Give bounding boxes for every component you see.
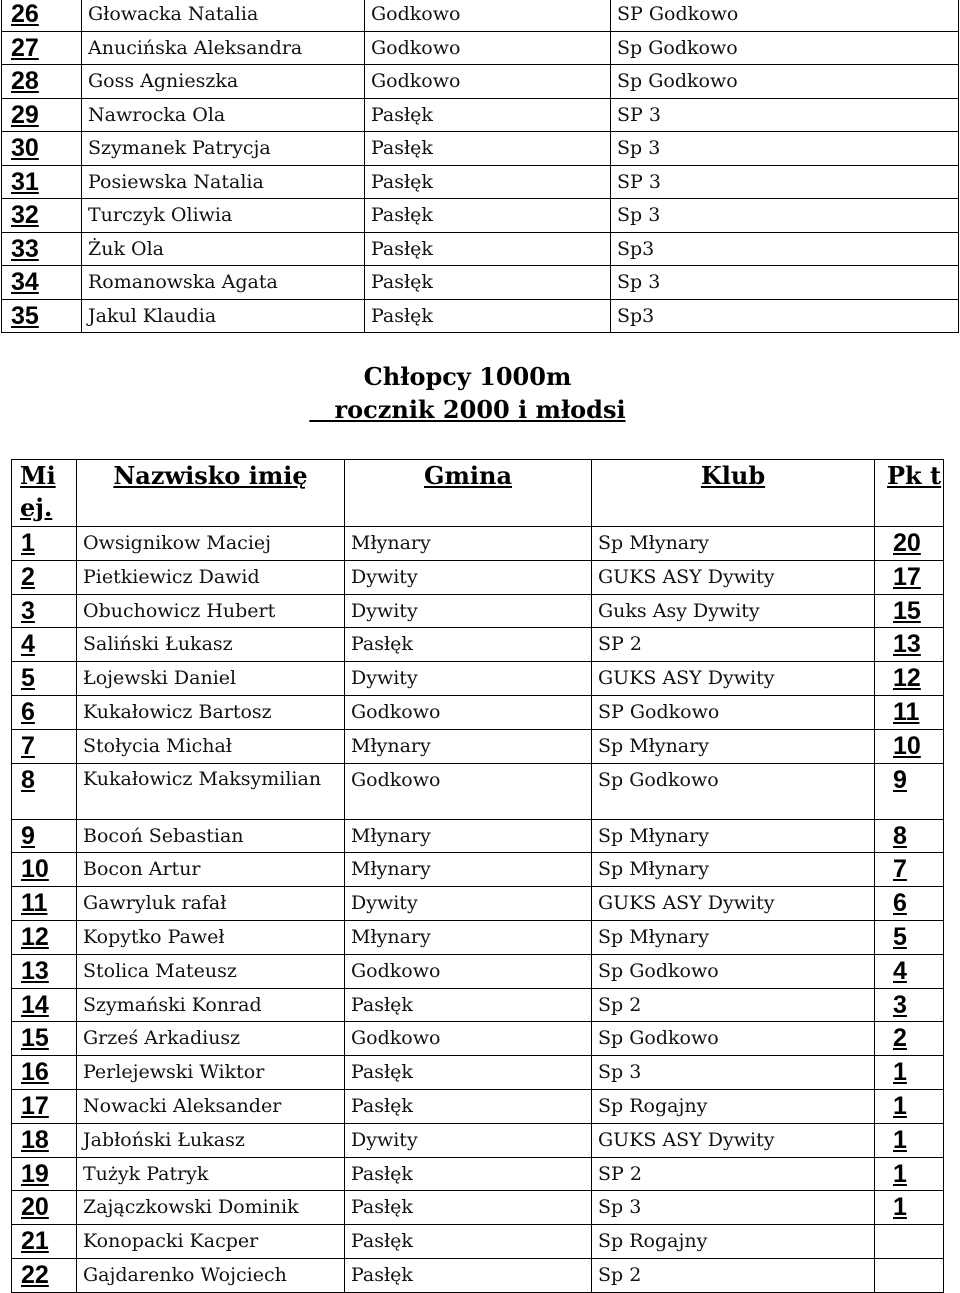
table-header-row xyxy=(12,460,944,527)
gmina-cell: Pasłęk xyxy=(365,199,611,233)
gmina-cell: Godkowo xyxy=(345,954,592,988)
place-cell: 28 xyxy=(2,65,82,99)
table-row xyxy=(2,199,959,233)
name-cell: Jakul Klaudia xyxy=(82,299,365,333)
klub-cell: GUKS ASY Dywity xyxy=(592,560,875,594)
table-row xyxy=(12,853,944,887)
place-cell: 16 xyxy=(12,1056,77,1090)
place-cell: 9 xyxy=(12,819,77,853)
gmina-cell: Pasłęk xyxy=(345,1056,592,1090)
place-cell: 18 xyxy=(12,1123,77,1157)
table-row xyxy=(12,1157,944,1191)
klub-cell: Sp Godkowo xyxy=(592,763,875,819)
gmina-cell: Godkowo xyxy=(365,31,611,65)
name-cell: Kukałowicz Maksymilian xyxy=(77,763,345,819)
points-cell: 3 xyxy=(875,988,944,1022)
place-cell: 20 xyxy=(12,1191,77,1225)
points-cell: 4 xyxy=(875,954,944,988)
gmina-cell: Godkowo xyxy=(345,1022,592,1056)
table-row xyxy=(12,662,944,696)
gmina-cell: Dywity xyxy=(345,662,592,696)
table-row xyxy=(2,165,959,199)
klub-cell: Sp Godkowo xyxy=(611,65,959,99)
gmina-cell: Młynary xyxy=(345,853,592,887)
table-row xyxy=(2,299,959,333)
gmina-cell: Młynary xyxy=(345,819,592,853)
place-cell: 30 xyxy=(2,132,82,166)
name-cell: Tużyk Patryk xyxy=(77,1157,345,1191)
points-cell: 15 xyxy=(875,594,944,628)
place-cell: 32 xyxy=(2,199,82,233)
name-cell: Owsignikow Maciej xyxy=(77,527,345,561)
name-cell: Głowacka Natalia xyxy=(82,0,365,31)
place-cell: 3 xyxy=(12,594,77,628)
klub-cell: Sp Młynary xyxy=(592,920,875,954)
gmina-cell: Pasłęk xyxy=(345,1157,592,1191)
name-cell: Szymański Konrad xyxy=(77,988,345,1022)
table-row xyxy=(12,887,944,921)
gmina-cell: Dywity xyxy=(345,560,592,594)
place-cell: 33 xyxy=(2,232,82,266)
table-row xyxy=(12,988,944,1022)
points-cell: 5 xyxy=(875,920,944,954)
gmina-cell: Godkowo xyxy=(345,763,592,819)
klub-cell: Sp Godkowo xyxy=(611,31,959,65)
points-cell: 12 xyxy=(875,662,944,696)
klub-cell: SP 3 xyxy=(611,98,959,132)
place-cell: 12 xyxy=(12,920,77,954)
section-subtitle: rocznik 2000 i młodsi xyxy=(309,395,626,424)
name-cell: Pietkiewicz Dawid xyxy=(77,560,345,594)
points-cell: 8 xyxy=(875,819,944,853)
place-cell: 19 xyxy=(12,1157,77,1191)
gmina-cell: Pasłęk xyxy=(345,1191,592,1225)
name-cell: Żuk Ola xyxy=(82,232,365,266)
points-cell: 6 xyxy=(875,887,944,921)
header-points: Pk t xyxy=(875,460,944,527)
klub-cell: SP 2 xyxy=(592,628,875,662)
table-row xyxy=(12,729,944,763)
table-row xyxy=(2,0,959,31)
name-cell: Turczyk Oliwia xyxy=(82,199,365,233)
points-cell: 11 xyxy=(875,695,944,729)
table-row xyxy=(2,65,959,99)
name-cell: Obuchowicz Hubert xyxy=(77,594,345,628)
table-row xyxy=(12,1056,944,1090)
points-cell: 1 xyxy=(875,1056,944,1090)
place-cell: 2 xyxy=(12,560,77,594)
table-row xyxy=(12,1225,944,1259)
place-cell: 1 xyxy=(12,527,77,561)
table-row xyxy=(12,628,944,662)
klub-cell: Sp Młynary xyxy=(592,729,875,763)
place-cell: 8 xyxy=(12,763,77,819)
klub-cell: Sp Godkowo xyxy=(592,1022,875,1056)
klub-cell: Sp Młynary xyxy=(592,527,875,561)
table-row xyxy=(2,31,959,65)
points-cell xyxy=(875,1258,944,1292)
gmina-cell: Pasłęk xyxy=(345,1089,592,1123)
klub-cell: Sp3 xyxy=(611,299,959,333)
table-row xyxy=(12,763,944,819)
table-row xyxy=(12,1123,944,1157)
boys-1000m-results-table xyxy=(11,459,944,1293)
place-cell: 15 xyxy=(12,1022,77,1056)
name-cell: Anucińska Aleksandra xyxy=(82,31,365,65)
gmina-cell: Godkowo xyxy=(365,0,611,31)
place-cell: 10 xyxy=(12,853,77,887)
name-cell: Perlejewski Wiktor xyxy=(77,1056,345,1090)
name-cell: Bocoń Sebastian xyxy=(77,819,345,853)
points-cell: 9 xyxy=(875,763,944,819)
name-cell: Posiewska Natalia xyxy=(82,165,365,199)
gmina-cell: Młynary xyxy=(345,729,592,763)
klub-cell: Sp 3 xyxy=(611,132,959,166)
name-cell: Saliński Łukasz xyxy=(77,628,345,662)
place-cell: 26 xyxy=(2,0,82,31)
section-title: Chłopcy 1000m xyxy=(363,362,572,391)
klub-cell: SP 2 xyxy=(592,1157,875,1191)
gmina-cell: Pasłęk xyxy=(345,1225,592,1259)
klub-cell: GUKS ASY Dywity xyxy=(592,887,875,921)
girls-results-table-continued xyxy=(1,0,959,333)
name-cell: Nawrocka Ola xyxy=(82,98,365,132)
table-row xyxy=(12,1089,944,1123)
klub-cell: Sp Rogajny xyxy=(592,1089,875,1123)
points-cell: 7 xyxy=(875,853,944,887)
table-row xyxy=(12,1191,944,1225)
gmina-cell: Pasłęk xyxy=(365,299,611,333)
name-cell: Romanowska Agata xyxy=(82,266,365,300)
points-cell: 1 xyxy=(875,1123,944,1157)
table-row xyxy=(12,1258,944,1292)
name-cell: Szymanek Patrycja xyxy=(82,132,365,166)
gmina-cell: Pasłęk xyxy=(345,988,592,1022)
header-gmina: Gmina xyxy=(345,460,592,527)
table-row xyxy=(12,1022,944,1056)
name-cell: Grześ Arkadiusz xyxy=(77,1022,345,1056)
table-row xyxy=(12,920,944,954)
gmina-cell: Dywity xyxy=(345,887,592,921)
points-cell: 10 xyxy=(875,729,944,763)
place-cell: 14 xyxy=(12,988,77,1022)
gmina-cell: Godkowo xyxy=(345,695,592,729)
table-row xyxy=(2,232,959,266)
place-cell: 7 xyxy=(12,729,77,763)
place-cell: 4 xyxy=(12,628,77,662)
gmina-cell: Młynary xyxy=(345,527,592,561)
gmina-cell: Godkowo xyxy=(365,65,611,99)
gmina-cell: Pasłęk xyxy=(365,266,611,300)
place-cell: 22 xyxy=(12,1258,77,1292)
place-cell: 13 xyxy=(12,954,77,988)
gmina-cell: Dywity xyxy=(345,1123,592,1157)
name-cell: Bocon Artur xyxy=(77,853,345,887)
klub-cell: Sp 3 xyxy=(592,1056,875,1090)
place-cell: 5 xyxy=(12,662,77,696)
klub-cell: Sp Godkowo xyxy=(592,954,875,988)
place-cell: 27 xyxy=(2,31,82,65)
place-cell: 34 xyxy=(2,266,82,300)
name-cell: Goss Agnieszka xyxy=(82,65,365,99)
name-cell: Łojewski Daniel xyxy=(77,662,345,696)
place-cell: 31 xyxy=(2,165,82,199)
table-row xyxy=(2,132,959,166)
points-cell: 20 xyxy=(875,527,944,561)
points-cell: 1 xyxy=(875,1157,944,1191)
place-cell: 21 xyxy=(12,1225,77,1259)
points-cell: 17 xyxy=(875,560,944,594)
gmina-cell: Pasłęk xyxy=(345,628,592,662)
name-cell: Stolica Mateusz xyxy=(77,954,345,988)
gmina-cell: Pasłęk xyxy=(365,165,611,199)
name-cell: Kopytko Paweł xyxy=(77,920,345,954)
table-row xyxy=(12,527,944,561)
klub-cell: Sp Rogajny xyxy=(592,1225,875,1259)
gmina-cell: Pasłęk xyxy=(365,98,611,132)
table-row xyxy=(2,98,959,132)
place-cell: 35 xyxy=(2,299,82,333)
gmina-cell: Dywity xyxy=(345,594,592,628)
klub-cell: Sp3 xyxy=(611,232,959,266)
klub-cell: SP Godkowo xyxy=(611,0,959,31)
place-cell: 11 xyxy=(12,887,77,921)
place-cell: 17 xyxy=(12,1089,77,1123)
klub-cell: SP 3 xyxy=(611,165,959,199)
table-row xyxy=(12,695,944,729)
klub-cell: SP Godkowo xyxy=(592,695,875,729)
table-row xyxy=(12,594,944,628)
name-cell: Nowacki Aleksander xyxy=(77,1089,345,1123)
klub-cell: Sp 3 xyxy=(611,199,959,233)
table-row xyxy=(12,560,944,594)
klub-cell: Sp 3 xyxy=(592,1191,875,1225)
gmina-cell: Pasłęk xyxy=(365,132,611,166)
klub-cell: Sp 3 xyxy=(611,266,959,300)
klub-cell: Guks Asy Dywity xyxy=(592,594,875,628)
header-klub: Klub xyxy=(592,460,875,527)
klub-cell: Sp Młynary xyxy=(592,819,875,853)
gmina-cell: Młynary xyxy=(345,920,592,954)
name-cell: Konopacki Kacper xyxy=(77,1225,345,1259)
table-row xyxy=(2,266,959,300)
klub-cell: Sp 2 xyxy=(592,988,875,1022)
klub-cell: Sp 2 xyxy=(592,1258,875,1292)
place-cell: 29 xyxy=(2,98,82,132)
points-cell: 13 xyxy=(875,628,944,662)
gmina-cell: Pasłęk xyxy=(365,232,611,266)
points-cell xyxy=(875,1225,944,1259)
points-cell: 1 xyxy=(875,1191,944,1225)
points-cell: 2 xyxy=(875,1022,944,1056)
name-cell: Gawryluk rafał xyxy=(77,887,345,921)
table-row xyxy=(12,954,944,988)
klub-cell: GUKS ASY Dywity xyxy=(592,662,875,696)
name-cell: Jabłoński Łukasz xyxy=(77,1123,345,1157)
klub-cell: GUKS ASY Dywity xyxy=(592,1123,875,1157)
place-cell: 6 xyxy=(12,695,77,729)
name-cell: Kukałowicz Bartosz xyxy=(77,695,345,729)
name-cell: Stołycia Michał xyxy=(77,729,345,763)
points-cell: 1 xyxy=(875,1089,944,1123)
name-cell: Gajdarenko Wojciech xyxy=(77,1258,345,1292)
table-row xyxy=(12,819,944,853)
header-name: Nazwisko imię xyxy=(77,460,345,527)
gmina-cell: Pasłęk xyxy=(345,1258,592,1292)
name-cell: Zajączkowski Dominik xyxy=(77,1191,345,1225)
header-place: Mi ej. xyxy=(12,460,77,527)
klub-cell: Sp Młynary xyxy=(592,853,875,887)
